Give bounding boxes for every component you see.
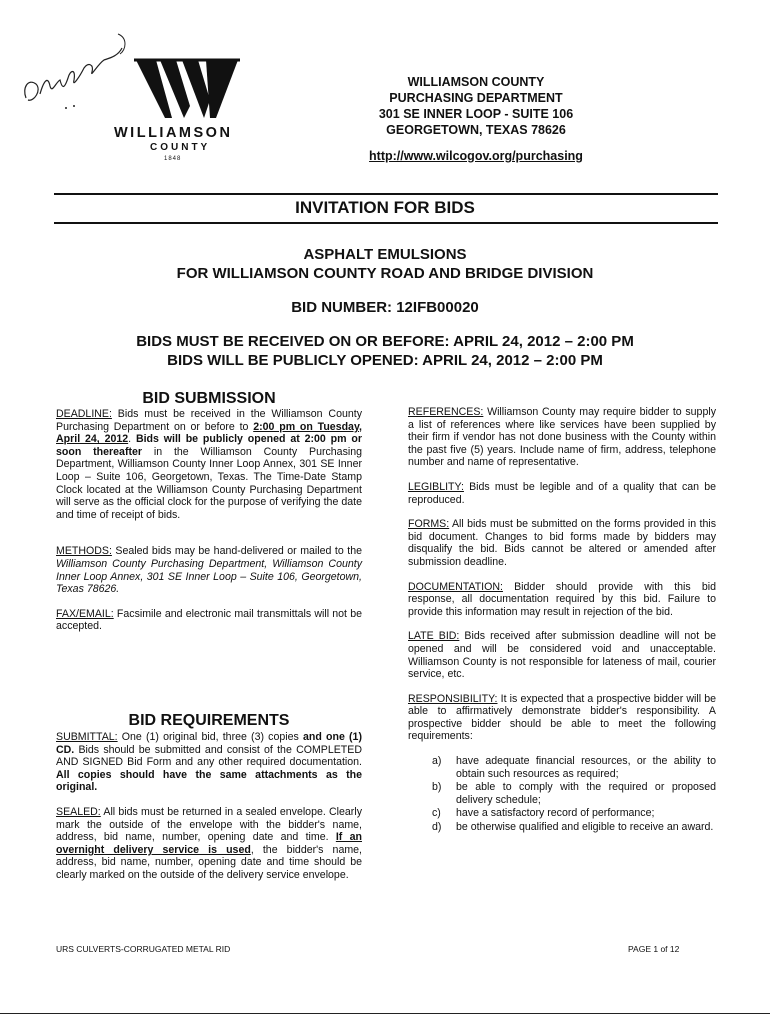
deadline-paragraph: DEADLINE: Bids must be received in the Williamson County Purchasing Department on or before to 2:00 pm on Tuesday, April 24, 2012. Bids will be publicly opened at 2:00 pm or soon thereafter in the Williamson County Purchasing Department, Williamson County Inner Loop Annex, 301 SE Inner Loop – Suite 106, Georgetown, Texas. The Time-Date Stamp Clock located at the Williamson County Purchasing Department will serve as the official clock for the purpose of verifying the date and time of receipt of bids.	[56, 408, 363, 521]
list-item: b) be able to comply with the required or proposed delivery schedule;	[432, 781, 716, 806]
bid-number: BID NUMBER: 12IFB00020	[291, 299, 479, 316]
purchasing-url-link[interactable]: http://www.wilcogov.org/purchasing	[369, 149, 583, 163]
header-line2: PURCHASING DEPARTMENT	[389, 91, 563, 105]
header-line4: GEORGETOWN, TEXAS 78626	[386, 123, 566, 137]
logo-sub: COUNTY	[150, 142, 211, 153]
top-rule	[54, 193, 718, 195]
fax-paragraph: FAX/EMAIL: Facsimile and electronic mail transmittals will not be accepted.	[56, 607, 362, 633]
left-column-requirements	[56, 731, 362, 894]
documentation-paragraph: DOCUMENTATION: Bidder should provide with this bid response, all documentation required by this bid. Failure to provide this information may result in rejection of the bid.	[408, 580, 716, 618]
legibility-paragraph: LEGIBLITY: Bids must be legible and of a quality that can be reproduced.	[408, 480, 716, 506]
list-item: a) have adequate financial resources, or the ability to obtain such resources as required;	[432, 755, 716, 780]
title-rule	[54, 222, 718, 224]
sealed-paragraph: SEALED: All bids must be returned in a sealed envelope. Clearly mark the outside of the envelope with the bidder's name, address, bid name, number, opening date and time. If an overnight delivery service is used, the bidder's name, address, bid name, number, opening date and time should be clearly marked on the outside of the delivery service envelope.	[56, 805, 362, 881]
header-line1: WILLIAMSON COUNTY	[407, 75, 545, 89]
right-column	[408, 406, 716, 835]
references-paragraph: REFERENCES: Williamson County may require bidder to supply a list of references where like services have been supplied by their firm if vendor has not done business with the County within the past five (5) years. Include name of firm, address, telephone number and name of representative.	[408, 406, 716, 469]
submittal-paragraph: SUBMITTAL: One (1) original bid, three (3) copies and one (1) CD. Bids should be submitted and consist of the COMPLETED AND SIGNED Bid Form and any other required documentation. All copies should have the same attachments as the original.	[56, 731, 362, 794]
page-title: INVITATION FOR BIDS	[295, 198, 475, 217]
footer-page-number: PAGE 1 of 12	[628, 944, 680, 954]
deadline-opened: BIDS WILL BE PUBLICLY OPENED: APRIL 24, 2012 – 2:00 PM	[167, 352, 603, 369]
footer-doc-name: URS CULVERTS-CORRUGATED METAL RID	[56, 944, 231, 954]
responsibility-paragraph: RESPONSIBILITY: It is expected that a prospective bidder will be able to affirmatively demonstrate bidder's responsibility. A prospective bidder should be able to meet the following requirements:	[408, 692, 716, 743]
bid-submission-heading: BID SUBMISSION	[142, 390, 276, 407]
header-line3: 301 SE INNER LOOP - SUITE 106	[378, 107, 574, 121]
list-item: c) have a satisfactory record of performance;	[432, 807, 655, 820]
deadline-received: BIDS MUST BE RECEIVED ON OR BEFORE: APRIL 24, 2012 – 2:00 PM	[136, 333, 634, 350]
subtitle-product: ASPHALT EMULSIONS	[303, 246, 467, 263]
methods-paragraph: METHODS: Sealed bids may be hand-delivered or mailed to the Williamson County Purchasing Department, Williamson County Inner Loop Annex, 301 SE Inner Loop – Suite 106, Georgetown, Texas 78626.	[56, 545, 362, 596]
handwritten-original-mark	[14, 28, 144, 118]
list-item: d) be otherwise qualified and eligible to receive an award.	[432, 821, 714, 834]
logo-name: WILLIAMSON	[114, 125, 233, 141]
late-bid-paragraph: LATE BID: Bids received after submission deadline will not be opened and will be considered void and unacceptable. Williamson County is not responsible for lateness of mail, courier service, etc.	[408, 630, 716, 681]
logo-est: 1848	[164, 156, 182, 162]
bid-requirements-heading: BID REQUIREMENTS	[128, 712, 290, 729]
forms-paragraph: FORMS: All bids must be submitted on the forms provided in this bid document. Changes to bid forms made by bidders may disqualify the bid. Bids cannot be altered or amended after submission deadline.	[408, 518, 716, 568]
left-column	[56, 408, 362, 645]
department-header	[336, 74, 616, 164]
bottom-scan-line	[0, 1013, 770, 1014]
county-logo	[14, 28, 274, 168]
w-logo-icon	[132, 56, 242, 128]
requirements-list	[430, 755, 716, 834]
subtitle-division: FOR WILLIAMSON COUNTY ROAD AND BRIDGE DIVISION	[176, 265, 594, 282]
